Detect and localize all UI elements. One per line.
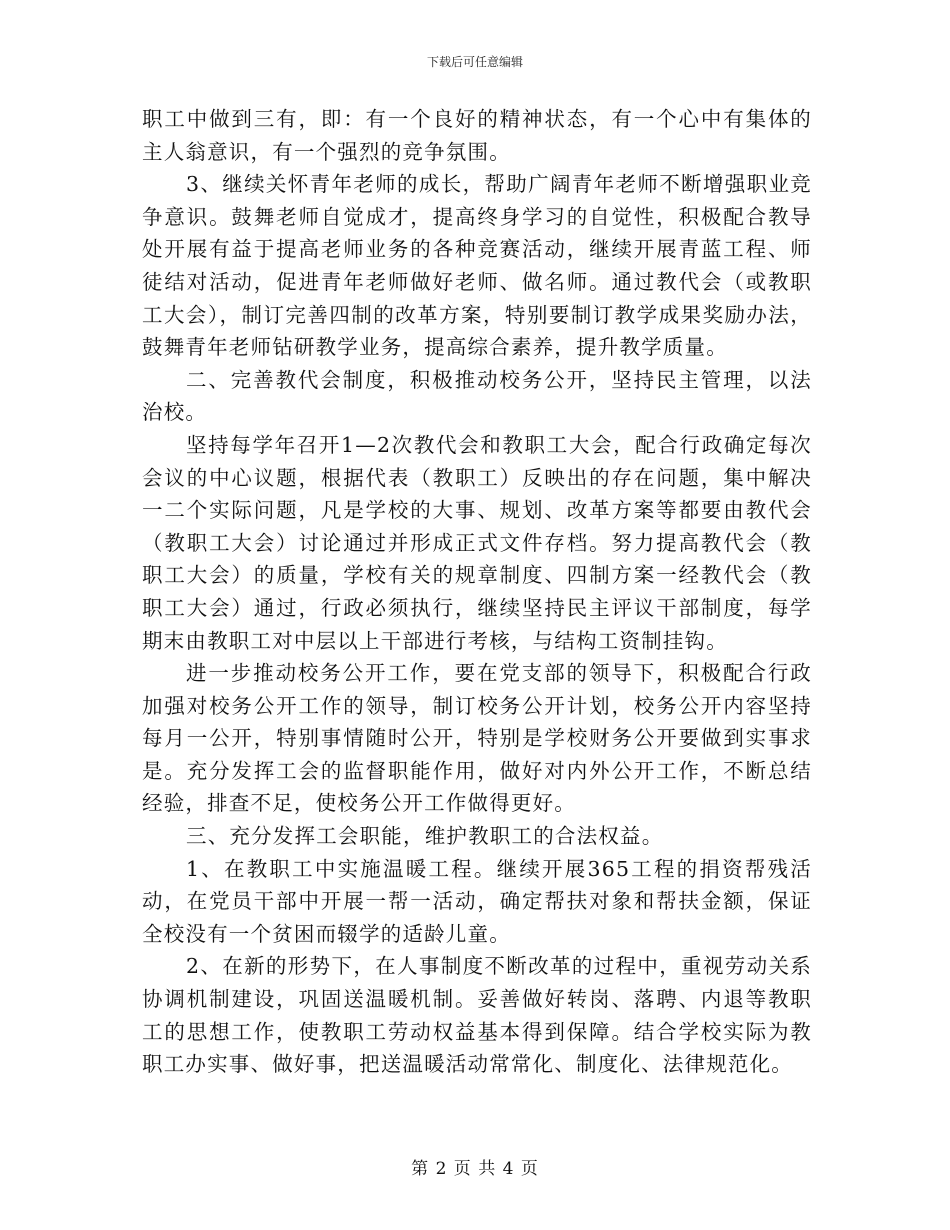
page-header-note: 下载后可任意编辑 bbox=[426, 55, 523, 69]
paragraph-open-affairs: 进一步推动校务公开工作，要在党支部的领导下，积极配合行政加强对校务公开工作的领导，制订校务公开计划，校务公开内容坚持每月一公开，特别事情随时公开，特别是学校财务公开要做到实事求是。充分发挥工会的监督职能作用，做好对内外公开工作，不断总结经验，排查不足，使校务公开工作做得更好。 bbox=[142, 661, 812, 816]
page-number: 第 2 页 共 4 页 bbox=[411, 1159, 539, 1179]
paragraph-congress: 坚持每学年召开1—2次教代会和教职工大会，配合行政确定每次会议的中心议题，根据代表（教职工）反映出的存在问题，集中解决一二个实际问题，凡是学校的大事、规划、改革方案等都要由教代会（教职工大会）讨论通过并形成正式文件存档。努力提高教代会（教职工大会）的质量，学校有关的规章制度、四制方案一经教代会（教职工大会）通过，行政必须执行，继续坚持民主评议干部制度，每学期末由教职工对中层以上干部进行考核，与结构工资制挂钩。 bbox=[142, 432, 812, 653]
section-heading-two: 二、完善教代会制度，积极推动校务公开，坚持民主管理，以法治校。 bbox=[142, 367, 812, 425]
paragraph-warmth-project: 1、在教职工中实施温暖工程。继续开展365工程的捐资帮残活动，在党员干部中开展一帮一活动，确定帮扶对象和帮扶金额，保证全校没有一个贫困而辍学的适龄儿童。 bbox=[142, 856, 812, 946]
document-body bbox=[142, 103, 812, 1081]
paragraph-young-teachers: 3、继续关怀青年老师的成长，帮助广阔青年老师不断增强职业竞争意识。鼓舞老师自觉成才，提高终身学习的自觉性，积极配合教导处开展有益于提高老师业务的各种竞赛活动，继续开展青蓝工程、师徒结对活动，促进青年老师做好老师、做名师。通过教代会（或教职工大会），制订完善四制的改革方案，特别要制订教学成果奖励办法，鼓舞青年老师钻研教学业务，提高综合素养，提升教学质量。 bbox=[142, 172, 812, 360]
paragraph-labor-relations: 2、在新的形势下，在人事制度不断改革的过程中，重视劳动关系协调机制建设，巩固送温暖机制。妥善做好转岗、落聘、内退等教职工的思想工作，使教职工劳动权益基本得到保障。结合学校实际为教职工办实事、做好事，把送温暖活动常常化、制度化、法律规范化。 bbox=[142, 954, 812, 1077]
paragraph-continuation: 职工中做到三有，即：有一个良好的精神状态，有一个心中有集体的主人翁意识，有一个强烈的竞争氛围。 bbox=[142, 107, 812, 164]
section-heading-three: 三、充分发挥工会职能，维护教职工的合法权益。 bbox=[186, 824, 664, 849]
